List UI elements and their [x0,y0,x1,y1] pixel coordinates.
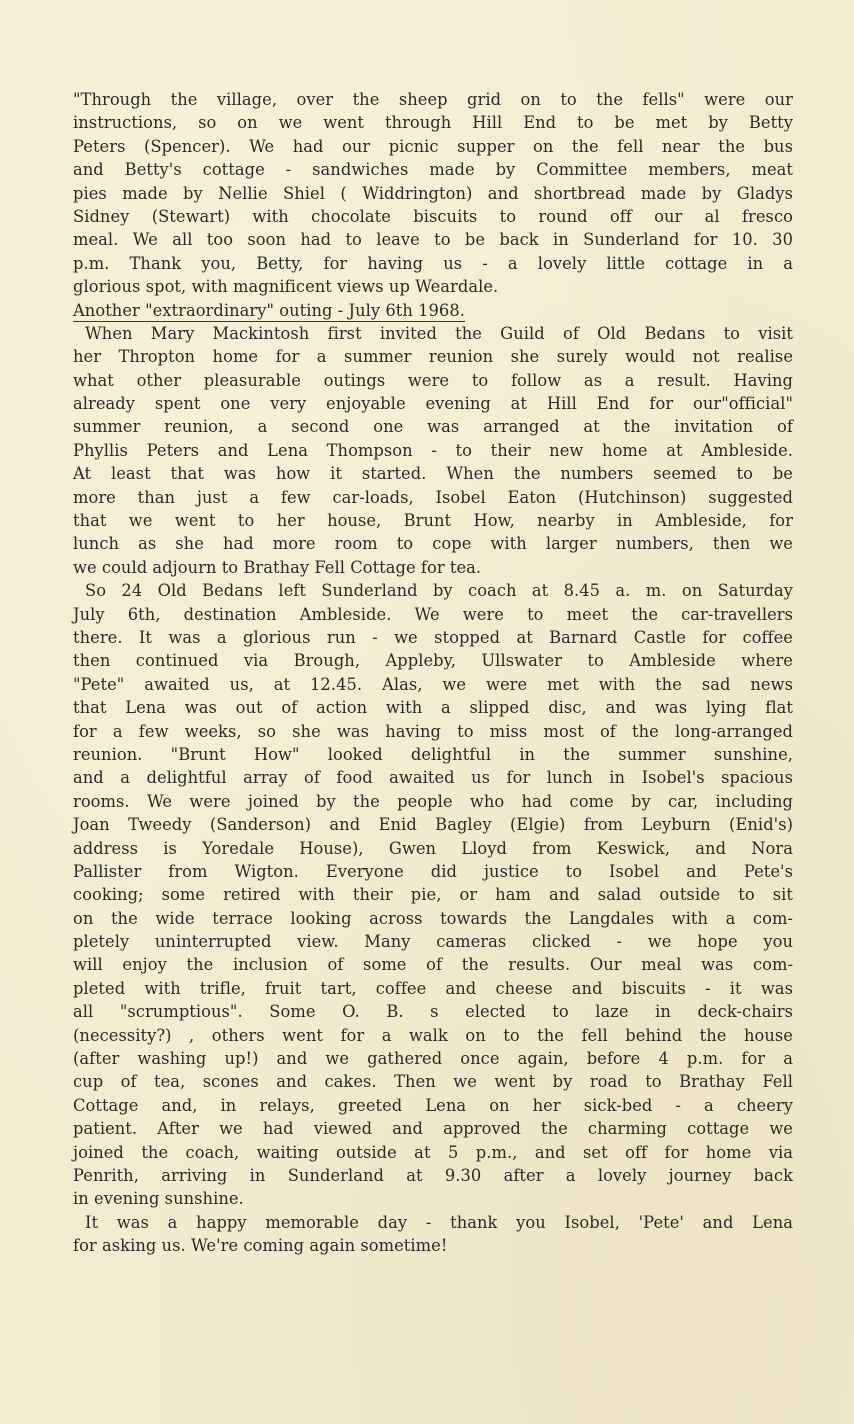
text-line: pleted with trifle, fruit tart, coffee and cheese and biscuits - it was [73,978,793,998]
text-line: At least that was how it started. When the numbers seemed to be [73,464,793,484]
text-line: So 24 Old Bedans left Sunderland by coach at 8.45 a. m. on Saturday [85,581,793,601]
text-line: When Mary Mackintosh first invited the Guild of Old Bedans to visit [85,323,793,343]
text-line: what other pleasurable outings were to follow as a result. Having [73,370,793,390]
text-line: "Pete" awaited us, at 12.45. Alas, we were met with the sad news [73,674,793,694]
text-line: glorious spot, with magnificent views up Weardale. [73,277,499,297]
text-line: summer reunion, a second one was arranged at the invitation of [73,417,793,437]
section-heading-line [73,299,793,322]
text-line: for asking us. We're coming again sometime! [73,1236,448,1256]
text-line: already spent one very enjoyable evening at Hill End for our"official" [73,394,793,414]
text-line: "Through the village, over the sheep grid on to the fells" were our [73,90,793,109]
text-line: Sidney (Stewart) with chocolate biscuits to round off our al fresco [73,206,793,226]
newsletter-text [73,88,793,1258]
text-line: will enjoy the inclusion of some of the results. Our meal was com- [73,955,793,975]
text-line: Penrith, arriving in Sunderland at 9.30 after a lovely journey back [73,1165,793,1185]
text-line: patient. After we had viewed and approved the charming cottage we [73,1119,793,1139]
text-line: joined the coach, waiting outside at 5 p.m., and set off for home via [73,1142,793,1162]
text-line: we could adjourn to Brathay Fell Cottage for tea. [73,557,482,577]
text-line: and a delightful array of food awaited us for lunch in Isobel's spacious [73,768,793,788]
text-line: instructions, so on we went through Hill End to be met by Betty [73,113,793,133]
text-line: It was a happy memorable day - thank you Isobel, 'Pete' and Lena [85,1212,793,1232]
text-line: rooms. We were joined by the people who had come by car, including [73,791,793,811]
text-line: (after washing up!) and we gathered once again, before 4 p.m. for a [73,1049,793,1069]
text-line: there. It was a glorious run - we stopped at Barnard Castle for coffee [73,627,793,647]
text-line: Cottage and, in relays, greeted Lena on her sick-bed - a cheery [73,1095,793,1115]
text-line: Phyllis Peters and Lena Thompson - to their new home at Ambleside. [73,440,793,460]
text-line: lunch as she had more room to cope with larger numbers, then we [73,534,793,554]
text-line: Pallister from Wigton. Everyone did justice to Isobel and Pete's [73,861,793,881]
text-line: address is Yoredale House), Gwen Lloyd from Keswick, and Nora [73,838,793,858]
text-line: all "scrumptious". Some O. B. s elected to laze in deck-chairs [73,1002,793,1022]
text-line: Peters (Spencer). We had our picnic supper on the fell near the bus [73,136,793,156]
text-line: on the wide terrace looking across towards the Langdales with a com- [73,908,793,928]
text-line: that Lena was out of action with a slipped disc, and was lying flat [73,698,793,718]
text-line: Joan Tweedy (Sanderson) and Enid Bagley (Elgie) from Leyburn (Enid's) [73,815,793,835]
text-line: (necessity?) , others went for a walk on to the fell behind the house [73,1025,793,1045]
text-line: pletely uninterrupted view. Many cameras clicked - we hope you [73,932,793,952]
text-line: in evening sunshine. [73,1189,244,1209]
text-line: reunion. "Brunt How" looked delightful in the summer sunshine, [73,744,793,764]
text-line: then continued via Brough, Appleby, Ullswater to Ambleside where [73,651,793,671]
text-line: July 6th, destination Ambleside. We were to meet the car-travellers [73,604,793,624]
text-line: cup of tea, scones and cakes. Then we went by road to Brathay Fell [73,1072,793,1092]
text-line: her Thropton home for a summer reunion she surely would not realise [73,347,793,367]
text-line: cooking; some retired with their pie, or ham and salad outside to sit [73,885,793,905]
text-line: more than just a few car-loads, Isobel Eaton (Hutchinson) suggested [73,487,793,507]
section-heading: Another "extraordinary" outing - July 6th 1968. [73,300,465,320]
text-line: and Betty's cottage - sandwiches made by Committee members, meat [73,160,793,180]
text-line: meal. We all too soon had to leave to be back in Sunderland for 10. 30 [73,230,793,250]
text-line: that we went to her house, Brunt How, nearby in Ambleside, for [73,511,793,531]
text-line: p.m. Thank you, Betty, for having us - a lovely little cottage in a [73,253,793,273]
text-line: for a few weeks, so she was having to miss most of the long-arranged [73,721,793,741]
text-line: pies made by Nellie Shiel ( Widdrington) and shortbread made by Gladys [73,183,793,203]
